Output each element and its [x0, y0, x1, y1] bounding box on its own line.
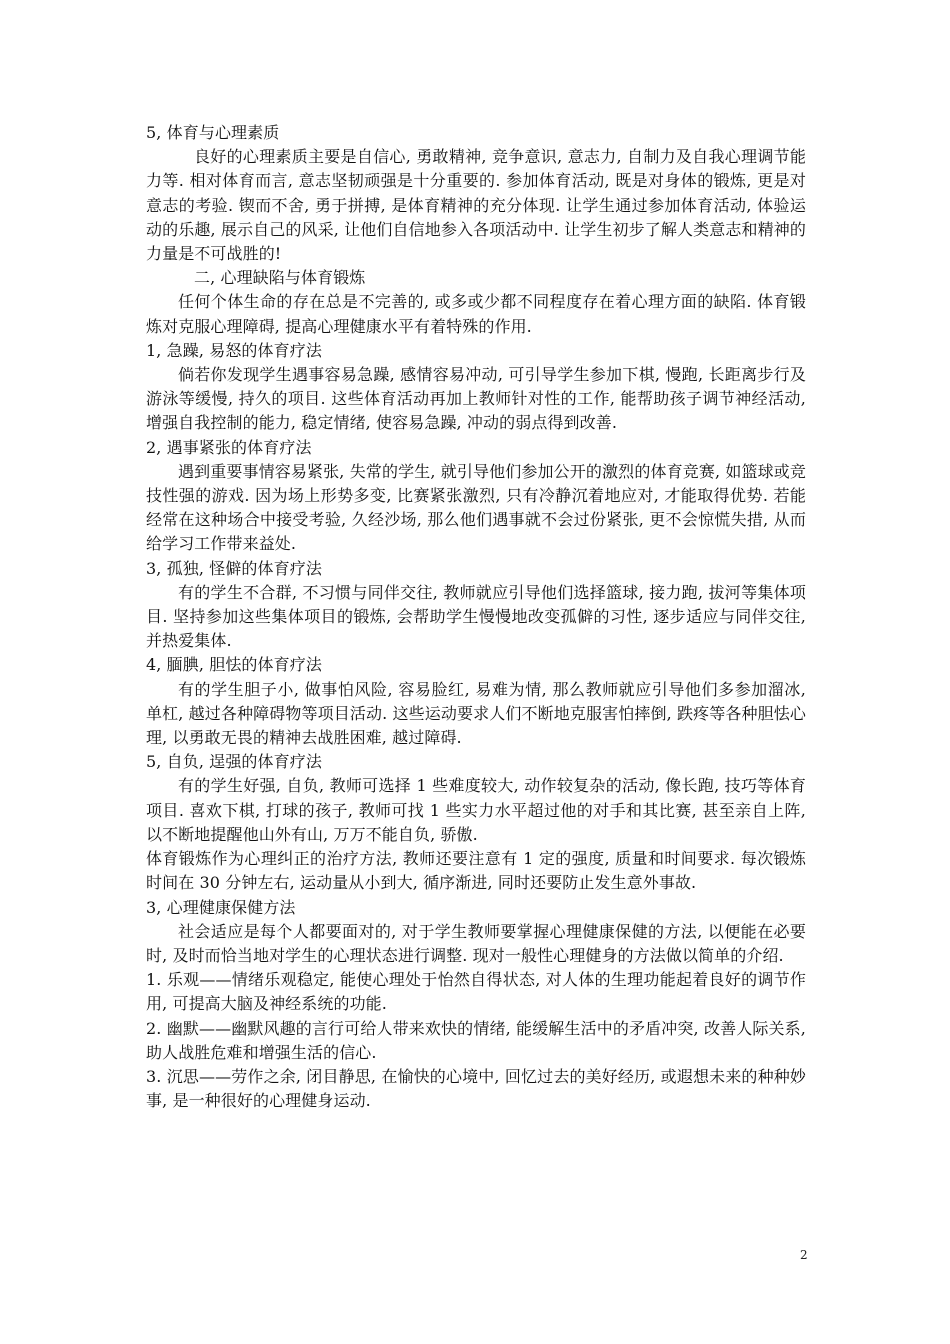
heading-shyness-therapy: 4, 腼腆, 胆怯的体育疗法 — [146, 655, 322, 675]
paragraph-conceit-therapy: 有的学生好强, 自负, 教师可选择 1 些难度较大, 动作较复杂的活动, 像长跑, 技巧等体育项目. 喜欢下棋, 打球的孩子, 教师可找 1 些实力水平超过他的对手和其比赛, 甚至亲自上阵, 以不断地提醒他山外有山, 万万不能自负, 骄傲. — [146, 776, 806, 844]
page-number: 2 — [800, 1248, 808, 1262]
paragraph-defects-intro: 任何个体生命的存在总是不完善的, 或多或少都不同程度存在着心理方面的缺陷. 体育锻炼对克服心理障碍, 提高心理健康水平有着特殊的作用. — [146, 292, 806, 336]
paragraph-shyness-therapy: 有的学生胆子小, 做事怕风险, 容易脸红, 易难为情, 那么教师就应引导他们多参加溜冰, 单杠, 越过各种障碍物等项目活动. 这些运动要求人们不断地克服害怕摔倒, 跌疼等各种胆怯心理, 以勇敢无畏的精神去战胜困难, 越过障碍. — [146, 679, 806, 748]
document-body — [146, 121, 806, 1113]
section-heading-psychological-defects: 二, 心理缺陷与体育锻炼 — [194, 268, 366, 288]
paragraph-impatience-therapy: 倘若你发现学生遇事容易急躁, 感情容易冲动, 可引导学生参加下棋, 慢跑, 长距离步行及游泳等缓慢, 持久的项目. 这些体育活动再加上教师针对性的工作, 能帮助孩子调节神经活动, 增强自我控制的能力, 稳定情绪, 使容易急躁, 冲动的弱点得到改善. — [146, 365, 806, 433]
heading-nervousness-therapy: 2, 遇事紧张的体育疗法 — [146, 437, 312, 457]
list-item-optimism: 1. 乐观——情绪乐观稳定, 能使心理处于怡然自得状态, 对人体的生理功能起着良好的调节作用, 可提高大脑及神经系统的功能. — [146, 970, 806, 1014]
paragraph-psychological-quality: 良好的心理素质主要是自信心, 勇敢精神, 竞争意识, 意志力, 自制力及自我心理调节能力等. 相对体育而言, 意志坚韧顽强是十分重要的. 参加体育活动, 既是对身体的锻炼, 更是对意志的考验. 锲而不舍, 勇于拼搏, 是体育精神的充分体现. 让学生通过参加体育活动, 体验运动的乐趣, 展示自己的风采, 让他们自信地参入各项活动中. 让学生初步了解人类意志和精神的力量是不可战胜的! — [146, 147, 806, 264]
heading-conceit-therapy: 5, 自负, 逞强的体育疗法 — [146, 752, 322, 772]
paragraph-loneliness-therapy: 有的学生不合群, 不习惯与同伴交往, 教师就应引导他们选择篮球, 接力跑, 拔河等集体项目. 坚持参加这些集体项目的锻炼, 会帮助学生慢慢地改变孤僻的习性, 逐步适应与同伴交往, 并热爱集体. — [146, 582, 806, 651]
heading-loneliness-therapy: 3, 孤独, 怪僻的体育疗法 — [146, 558, 322, 578]
heading-sports-and-psychological-quality: 5, 体育与心理素质 — [146, 123, 280, 142]
paragraph-nervousness-therapy: 遇到重要事情容易紧张, 失常的学生, 就引导他们参加公开的激烈的体育竞赛, 如篮球或竞技性强的游戏. 因为场上形势多变, 比赛紧张激烈, 只有冷静沉着地应对, 才能取得优势. 若能经常在这种场合中接受考验, 久经沙场, 那么他们遇事就不会过份紧张, 更不会惊慌失措, 从而给学习工作带来益处. — [146, 461, 806, 554]
heading-mental-health-methods: 3, 心理健康保健方法 — [146, 897, 296, 917]
paragraph-mental-health-intro: 社会适应是每个人都要面对的, 对于学生教师要掌握心理健康保健的方法, 以便能在必要时, 及时而恰当地对学生的心理状态进行调整. 现对一般性心理健身的方法做以简单的介绍. — [146, 921, 806, 965]
paragraph-exercise-requirements: 体育锻炼作为心理纠正的治疗方法, 教师还要注意有 1 定的强度, 质量和时间要求. 每次锻炼时间在 30 分钟左右, 运动量从小到大, 循序渐进, 同时还要防止发生意外事故. — [146, 849, 806, 893]
list-item-humor: 2. 幽默——幽默风趣的言行可给人带来欢快的情绪, 能缓解生活中的矛盾冲突, 改善人际关系, 助人战胜危难和增强生活的信心. — [146, 1018, 806, 1062]
heading-impatience-therapy: 1, 急躁, 易怒的体育疗法 — [146, 340, 322, 360]
list-item-contemplation: 3. 沉思——劳作之余, 闭目静思, 在愉快的心境中, 回忆过去的美好经历, 或遐想未来的种种妙事, 是一种很好的心理健身运动. — [146, 1066, 806, 1111]
